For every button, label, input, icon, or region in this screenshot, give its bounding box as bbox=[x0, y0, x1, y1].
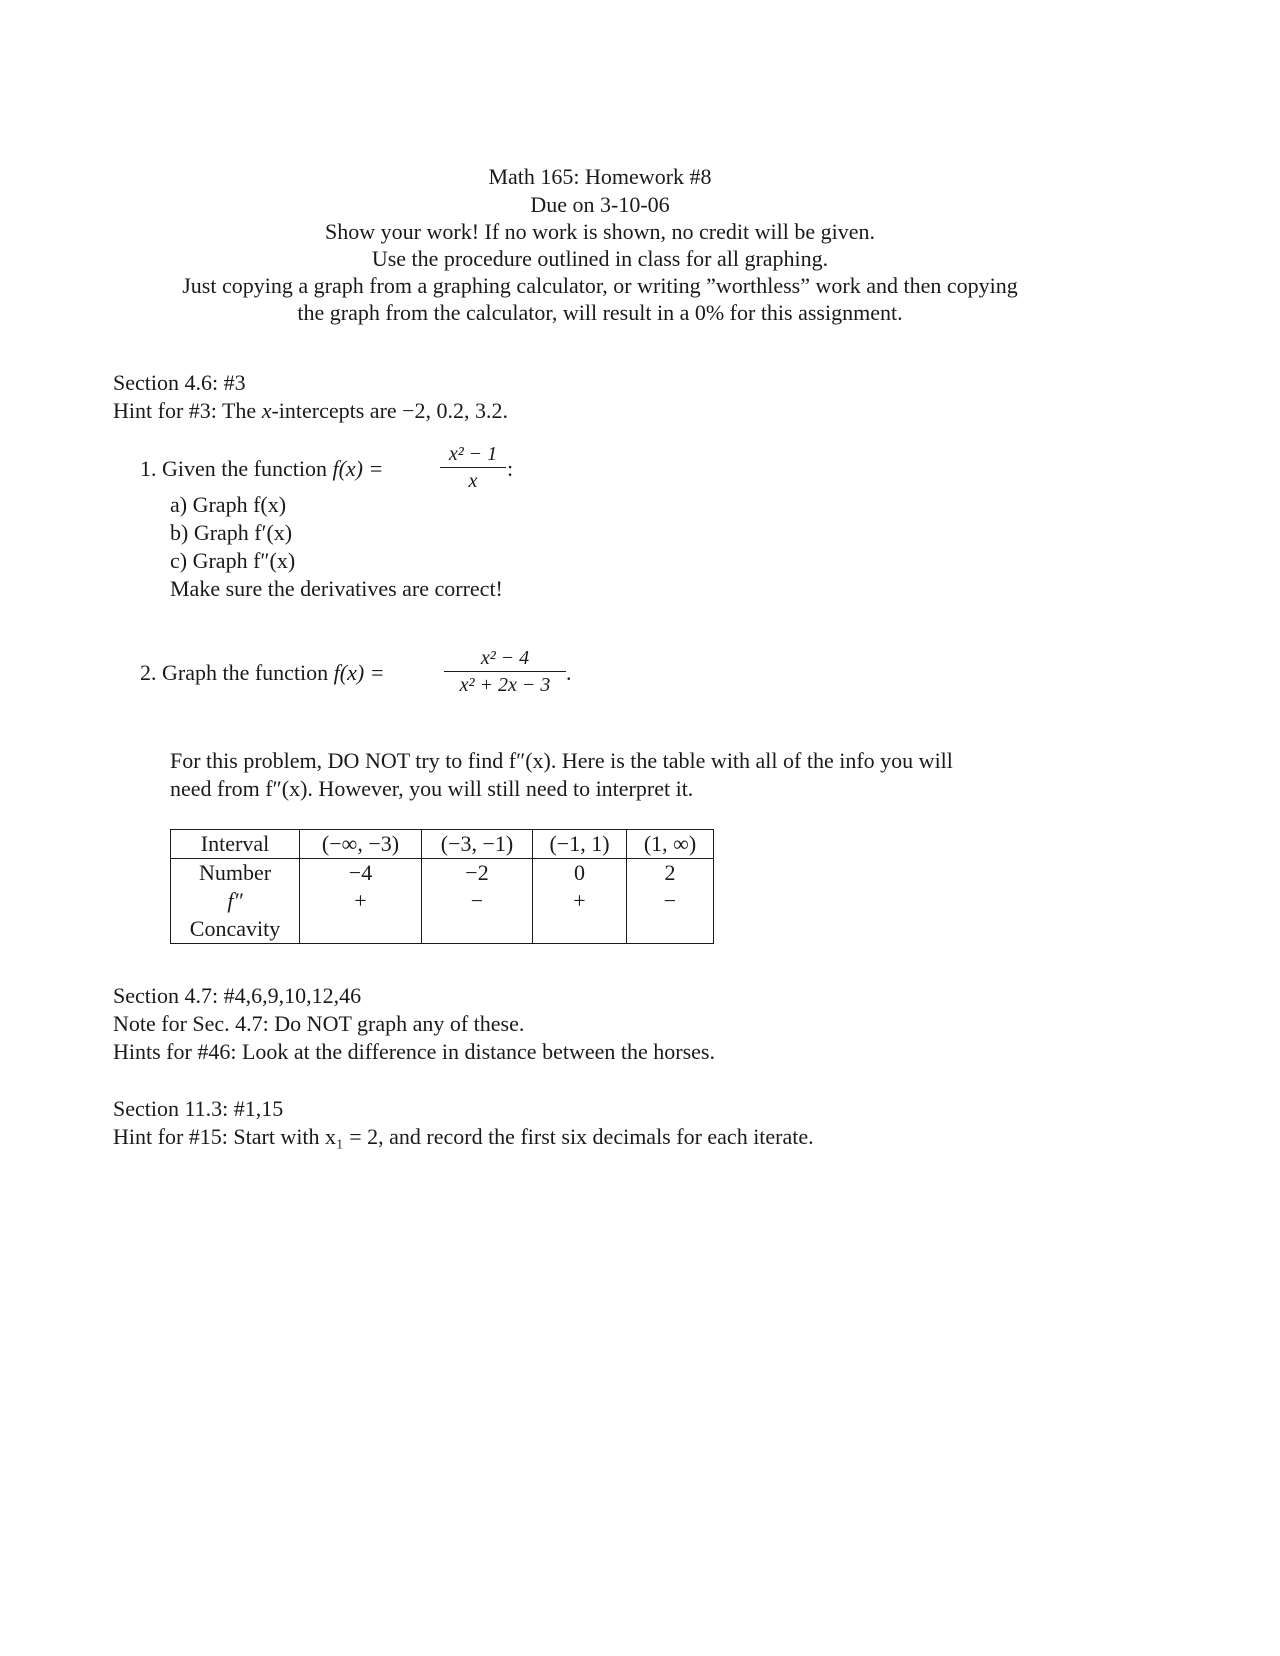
table-row bbox=[171, 887, 714, 915]
problem-1-note: Make sure the derivatives are correct! bbox=[170, 576, 503, 601]
table-cell bbox=[533, 915, 627, 944]
problem-1-fraction bbox=[440, 442, 506, 493]
section-4-7-note: Note for Sec. 4.7: Do NOT graph any of these. bbox=[113, 1011, 525, 1036]
problem-1-text: 1. Given the function bbox=[140, 456, 333, 481]
table-cell: − bbox=[627, 887, 714, 915]
section-4-7-heading: Section 4.7: #4,6,9,10,12,46 bbox=[113, 983, 362, 1008]
table-cell bbox=[422, 915, 533, 944]
problem-1-part-b: b) Graph f′(x) bbox=[170, 520, 293, 545]
table-row bbox=[171, 915, 714, 944]
table-cell: −4 bbox=[300, 859, 422, 888]
instruction-line-2: Use the procedure outlined in class for all graphing. bbox=[371, 246, 829, 271]
section-4-7-hint: Hints for #46: Look at the difference in distance between the horses. bbox=[113, 1039, 715, 1064]
problem-2-paragraph-2: need from f″(x). However, you will still need to interpret it. bbox=[170, 776, 694, 801]
table-row bbox=[171, 859, 714, 888]
problem-2-text: 2. Graph the function bbox=[140, 660, 334, 685]
table-cell: (−1, 1) bbox=[533, 830, 627, 859]
problem-1-numerator: x² − 1 bbox=[448, 443, 498, 465]
instruction-line-3: Just copying a graph from a graphing calculator, or writing ”worthless” work and then copying bbox=[182, 273, 1018, 298]
concavity-table bbox=[170, 829, 714, 944]
instruction-line-1: Show your work! If no work is shown, no credit will be given. bbox=[325, 219, 875, 244]
problem-2-fx: f(x) = bbox=[333, 660, 385, 685]
section-11-3-heading: Section 11.3: #1,15 bbox=[113, 1096, 284, 1121]
problem-1-fx: f(x) = bbox=[332, 456, 384, 481]
table-cell: f″ bbox=[171, 887, 300, 915]
table-cell: + bbox=[533, 887, 627, 915]
problem-2-lead bbox=[140, 659, 385, 687]
table-cell: − bbox=[422, 887, 533, 915]
title: Math 165: Homework #8 bbox=[488, 164, 712, 189]
table-cell: Concavity bbox=[171, 915, 300, 944]
table-cell bbox=[627, 915, 714, 944]
problem-1-part-c: c) Graph f″(x) bbox=[170, 548, 296, 573]
table-cell: Interval bbox=[171, 830, 300, 859]
table-cell: 2 bbox=[627, 859, 714, 888]
fraction-bar bbox=[444, 671, 566, 672]
table-cell bbox=[300, 915, 422, 944]
table-cell: −2 bbox=[422, 859, 533, 888]
problem-2-denominator: x² + 2x − 3 bbox=[459, 674, 551, 696]
hint-variable: x bbox=[261, 398, 272, 423]
table-cell: (1, ∞) bbox=[627, 830, 714, 859]
section-11-3-hint: Hint for #15: Start with x₁ = 2, and record the first six decimals for each iterate. bbox=[113, 1124, 814, 1149]
problem-2-period: . bbox=[566, 660, 572, 685]
problem-2-numerator: x² − 4 bbox=[480, 647, 530, 669]
problem-1-part-a: a) Graph f(x) bbox=[170, 492, 287, 517]
problem-1-denominator: x bbox=[468, 470, 478, 492]
hint-suffix: -intercepts are −2, 0.2, 3.2. bbox=[271, 398, 509, 423]
problem-2-fraction bbox=[444, 646, 566, 697]
section-4-6-heading: Section 4.6: #3 bbox=[113, 370, 246, 395]
table-row bbox=[171, 830, 714, 859]
fraction-bar bbox=[440, 467, 506, 468]
instruction-line-4: the graph from the calculator, will result in a 0% for this assignment. bbox=[297, 300, 903, 325]
problem-1-colon: : bbox=[507, 456, 514, 481]
table-cell: 0 bbox=[533, 859, 627, 888]
table-cell: (−3, −1) bbox=[422, 830, 533, 859]
problem-2-paragraph-1: For this problem, DO NOT try to find f″(x). Here is the table with all of the info you will bbox=[170, 748, 953, 773]
problem-1-lead bbox=[140, 455, 383, 483]
table-cell: + bbox=[300, 887, 422, 915]
due-date: Due on 3-10-06 bbox=[530, 192, 670, 217]
hint-prefix: Hint for #3: The bbox=[113, 398, 262, 423]
section-4-6-hint bbox=[113, 397, 508, 425]
table-cell: (−∞, −3) bbox=[300, 830, 422, 859]
table-cell: Number bbox=[171, 859, 300, 888]
